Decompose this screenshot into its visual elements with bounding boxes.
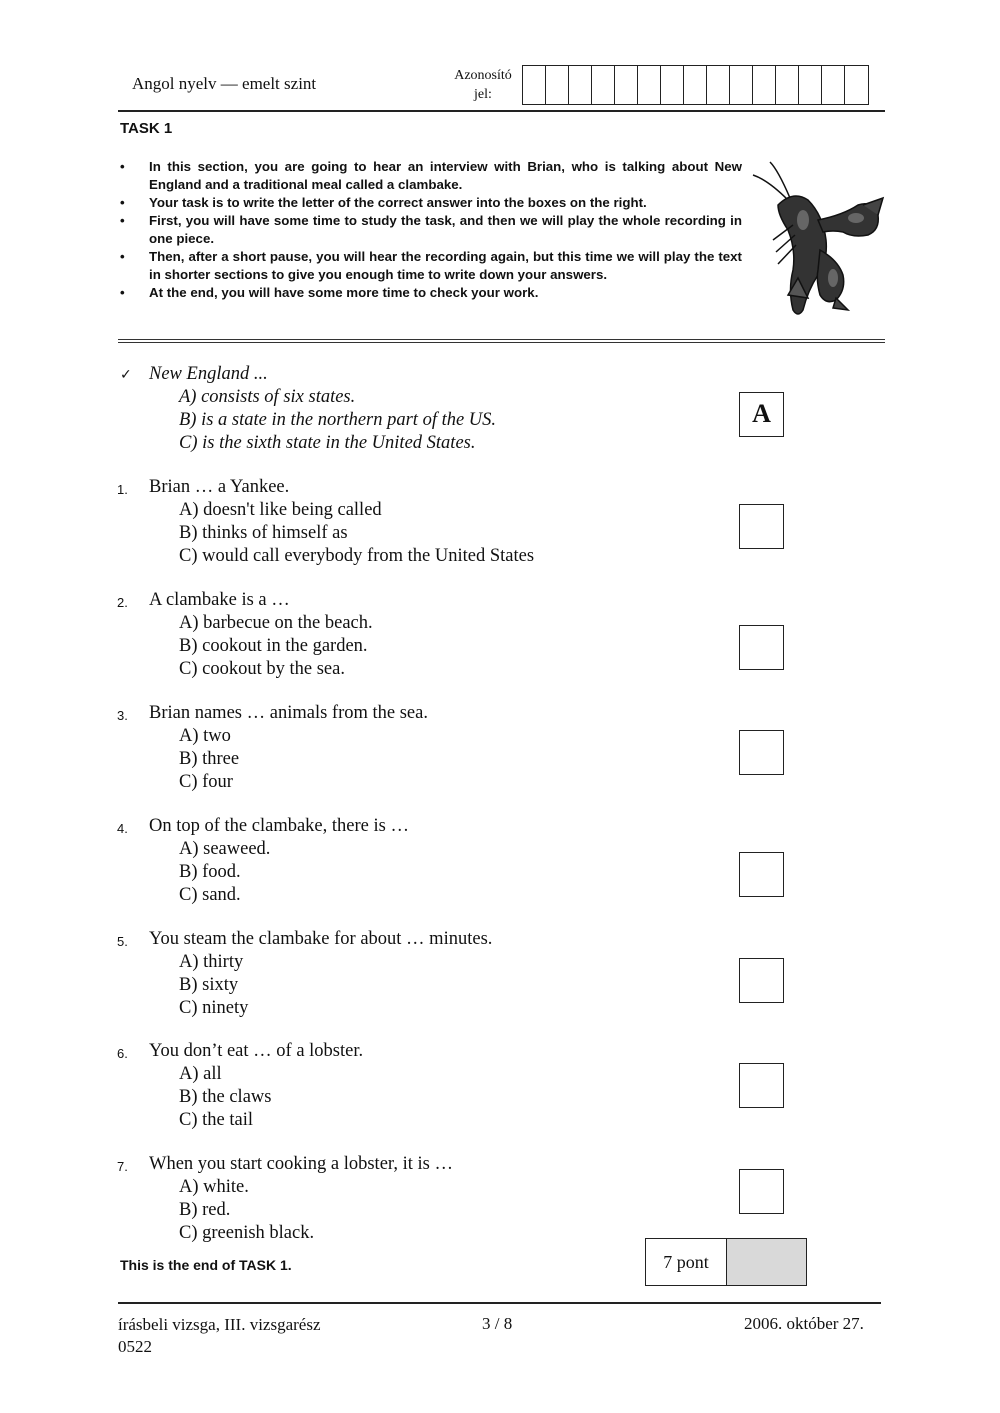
option-b: B) red. [179,1200,231,1220]
score-label: 7 pont [646,1239,727,1285]
question-stem: When you start cooking a lobster, it is … [149,1154,453,1174]
answer-box: A [739,392,784,437]
question-number: 1. [117,482,128,497]
answer-box[interactable] [739,1063,784,1108]
option-c: C) the tail [179,1110,253,1130]
instruction-text: At the end, you will have some more time to check your work. [149,285,539,300]
bullet: • [120,213,125,228]
section-divider [118,339,885,343]
option-b: B) food. [179,862,241,882]
instructions-list [118,158,742,302]
option-c: C) would call everybody from the United States [179,546,535,566]
id-cell[interactable] [822,66,845,104]
exam-subject: Angol nyelv — emelt szint [132,74,317,93]
bullet: • [120,285,125,300]
id-cell[interactable] [799,66,822,104]
answer-box[interactable] [739,958,784,1003]
footer-left [118,1314,321,1358]
option-a: A) barbecue on the beach. [179,613,373,633]
id-cell[interactable] [845,66,868,104]
checkmark-icon: ✓ [120,366,132,382]
option-b: B) cookout in the garden. [179,636,368,656]
question-number: 2. [117,595,128,610]
bullet: • [120,195,125,210]
id-code-grid[interactable] [522,65,869,105]
option-a: A) white. [179,1177,249,1197]
id-cell[interactable] [592,66,615,104]
answer-box[interactable] [739,852,784,897]
question-stem: You steam the clambake for about … minutes. [149,929,493,949]
question-stem: Brian names … animals from the sea. [149,703,428,723]
instruction-item [118,248,742,284]
option-c: C) four [179,772,233,792]
option-c: C) cookout by the sea. [179,659,345,679]
end-of-task-note: This is the end of TASK 1. [120,1257,292,1273]
bullet: • [120,249,125,264]
instruction-item [118,284,742,302]
option-b: B) the claws [179,1087,272,1107]
lobster-illustration [748,160,888,320]
option-a: A) seaweed. [179,839,271,859]
question-stem: Brian … a Yankee. [149,477,290,497]
instruction-text: Then, after a short pause, you will hear the recording again, but this time we will play the text in shorter sections to give you enough time to write down your answers. [149,249,742,282]
instruction-item [118,212,742,248]
id-cell[interactable] [546,66,569,104]
option-a: A) consists of six states. [179,387,356,407]
instruction-text: Your task is to write the letter of the correct answer into the boxes on the right. [149,195,647,210]
question-stem: A clambake is a … [149,590,290,610]
exam-code: 0522 [118,1337,152,1356]
option-b: B) three [179,749,240,769]
id-cell[interactable] [569,66,592,104]
option-c: C) is the sixth state in the United States. [179,433,476,453]
exam-date: 2006. október 27. [744,1314,864,1333]
task-title: TASK 1 [120,120,173,137]
id-cell[interactable] [615,66,638,104]
question-number: 6. [117,1046,128,1061]
option-b: B) sixty [179,975,239,995]
answer-box[interactable] [739,504,784,549]
id-cell[interactable] [523,66,546,104]
id-label-line2: jel: [474,87,492,102]
answer-box[interactable] [739,730,784,775]
option-c: C) greenish black. [179,1223,315,1243]
footer-divider [118,1302,881,1304]
option-c: C) ninety [179,998,249,1018]
option-a: A) two [179,726,231,746]
option-a: A) doesn't like being called [179,500,382,520]
id-cell[interactable] [661,66,684,104]
score-box [645,1238,807,1286]
question-stem: You don’t eat … of a lobster. [149,1041,364,1061]
question-number: 5. [117,934,128,949]
id-cell[interactable] [684,66,707,104]
header-divider [118,110,885,112]
option-b: B) is a state in the northern part of the US. [179,410,497,430]
option-a: A) all [179,1064,222,1084]
option-b: B) thinks of himself as [179,523,348,543]
exam-part: írásbeli vizsga, III. vizsgarész [118,1315,321,1334]
question-number: 3. [117,708,128,723]
page-number: 3 / 8 [482,1314,513,1333]
id-cell[interactable] [776,66,799,104]
option-c: C) sand. [179,885,241,905]
instruction-item [118,194,742,212]
id-cell[interactable] [707,66,730,104]
instruction-text: First, you will have some time to study the task, and then we will play the whole recording in one piece. [149,213,742,246]
id-label [446,66,520,104]
answer-box[interactable] [739,625,784,670]
id-cell[interactable] [730,66,753,104]
question-number: 7. [117,1159,128,1174]
id-cell[interactable] [638,66,661,104]
option-a: A) thirty [179,952,244,972]
question-stem: New England ... [149,364,268,384]
question-stem: On top of the clambake, there is … [149,816,409,836]
question-number: 4. [117,821,128,836]
id-cell[interactable] [753,66,776,104]
instruction-item [118,158,742,194]
bullet: • [120,159,125,174]
instruction-text: In this section, you are going to hear an interview with Brian, who is talking about New England and a traditional meal called a clambake. [149,159,742,192]
answer-box[interactable] [739,1169,784,1214]
score-field [727,1239,806,1285]
id-label-line1: Azonosító [454,68,512,83]
